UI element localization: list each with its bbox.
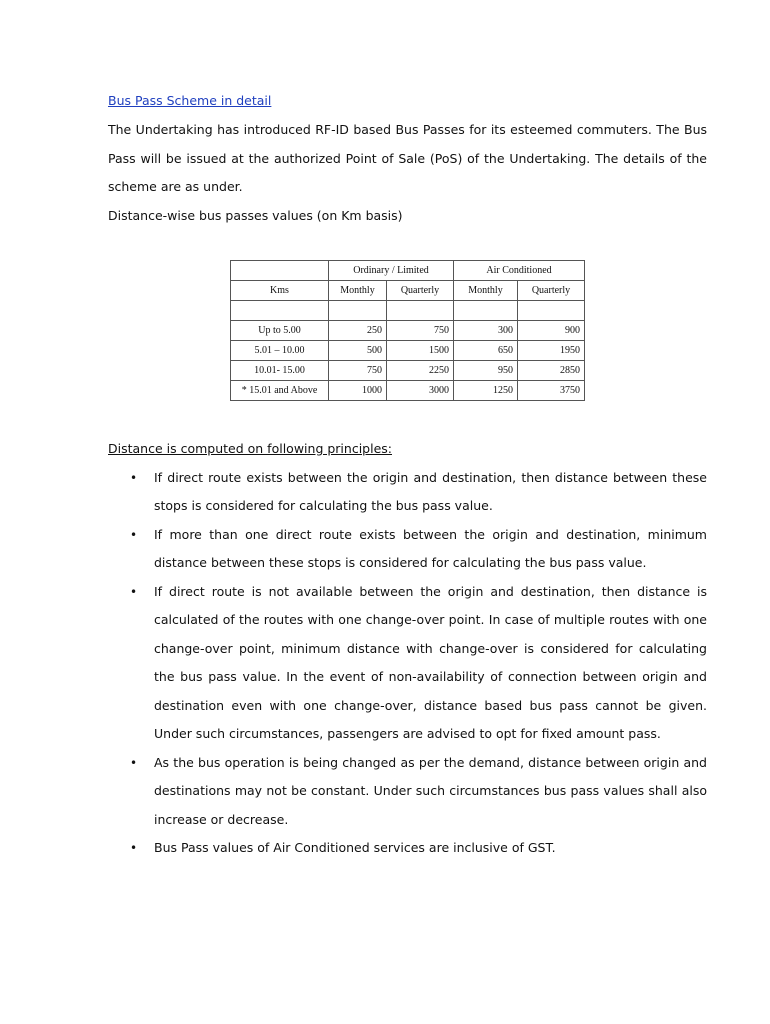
group-header-ordinary: Ordinary / Limited: [329, 261, 454, 281]
list-item: [108, 834, 707, 863]
document-page: [108, 90, 707, 855]
ac-quarterly-cell: 900: [518, 321, 585, 341]
ac-monthly-cell: 1250: [454, 381, 518, 401]
kms-cell: * 15.01 and Above: [231, 381, 329, 401]
list-item-text: If direct route exists between the origin and destination, then distance between these stops is considered for calculating the bus pass value.: [154, 469, 707, 513]
column-header-kms: Kms: [231, 281, 329, 301]
list-item-text: Bus Pass values of Air Conditioned services are inclusive of GST.: [154, 840, 556, 855]
ordinary-monthly-cell: 1000: [329, 381, 387, 401]
table-blank-row: [231, 301, 585, 321]
principles-section: [108, 435, 707, 863]
table-group-header-row: [231, 261, 585, 281]
ac-quarterly-cell: 2850: [518, 361, 585, 381]
list-item: [108, 749, 707, 835]
ac-monthly-cell: 650: [454, 341, 518, 361]
ordinary-monthly-cell: 500: [329, 341, 387, 361]
blank-cell: [329, 301, 387, 321]
bus-pass-table: [230, 260, 585, 401]
kms-cell: Up to 5.00: [231, 321, 329, 341]
column-header-ordinary-monthly: Monthly: [329, 281, 387, 301]
ordinary-quarterly-cell: 750: [387, 321, 454, 341]
list-item-text: As the bus operation is being changed as per the demand, distance between origin and destinations may not be constant. Under such circumstances bus pass values shall also increase or decrease.: [154, 754, 707, 827]
ac-monthly-cell: 300: [454, 321, 518, 341]
page-heading-link[interactable]: Bus Pass Scheme in detail: [108, 93, 272, 108]
bullet-icon: •: [130, 584, 138, 599]
blank-cell: [387, 301, 454, 321]
ac-monthly-cell: 950: [454, 361, 518, 381]
table-row: [231, 361, 585, 381]
bullet-icon: •: [130, 755, 138, 770]
blank-cell: [518, 301, 585, 321]
ordinary-quarterly-cell: 3000: [387, 381, 454, 401]
table-row: [231, 341, 585, 361]
blank-cell: [231, 301, 329, 321]
column-header-ac-quarterly: Quarterly: [518, 281, 585, 301]
list-item: [108, 521, 707, 578]
list-item: [108, 464, 707, 521]
bullet-icon: •: [130, 841, 138, 855]
kms-cell: 5.01 – 10.00: [231, 341, 329, 361]
list-item: [108, 578, 707, 749]
ac-quarterly-cell: 3750: [518, 381, 585, 401]
bus-pass-table-container: [230, 260, 585, 401]
column-header-ordinary-quarterly: Quarterly: [387, 281, 454, 301]
ordinary-monthly-cell: 250: [329, 321, 387, 341]
table-row: [231, 321, 585, 341]
column-header-ac-monthly: Monthly: [454, 281, 518, 301]
bullet-icon: •: [130, 470, 138, 485]
ordinary-monthly-cell: 750: [329, 361, 387, 381]
intro-paragraph: The Undertaking has introduced RF-ID based Bus Passes for its esteemed commuters. The Bus Pass will be issued at the authorized Point of Sale (PoS) of the Undertaking. The details of the scheme are as under.: [108, 122, 707, 194]
table-column-header-row: [231, 281, 585, 301]
list-item-text: If direct route is not available between the origin and destination, then distance is calculated of the routes with one change-over point. In case of multiple routes with one change-over point, minimum distance with change-over is considered for calculating the bus pass value. In the event of non-availability of connection between origin and destination even with one change-over, distance based bus pass cannot be given. Under such circumstances, passengers are advised to opt for fixed amount pass.: [154, 583, 707, 741]
group-header-ac: Air Conditioned: [454, 261, 585, 281]
principles-heading: Distance is computed on following principles:: [108, 441, 392, 456]
ordinary-quarterly-cell: 2250: [387, 361, 454, 381]
ordinary-quarterly-cell: 1500: [387, 341, 454, 361]
table-corner-cell: [231, 261, 329, 281]
table-row: [231, 381, 585, 401]
ac-quarterly-cell: 1950: [518, 341, 585, 361]
blank-cell: [454, 301, 518, 321]
list-item-text: If more than one direct route exists between the origin and destination, minimum distance between these stops is considered for calculating the bus pass value.: [154, 526, 707, 570]
kms-cell: 10.01- 15.00: [231, 361, 329, 381]
table-caption: Distance-wise bus passes values (on Km basis): [108, 207, 403, 223]
bullet-icon: •: [130, 527, 138, 542]
principles-list: [108, 464, 707, 863]
